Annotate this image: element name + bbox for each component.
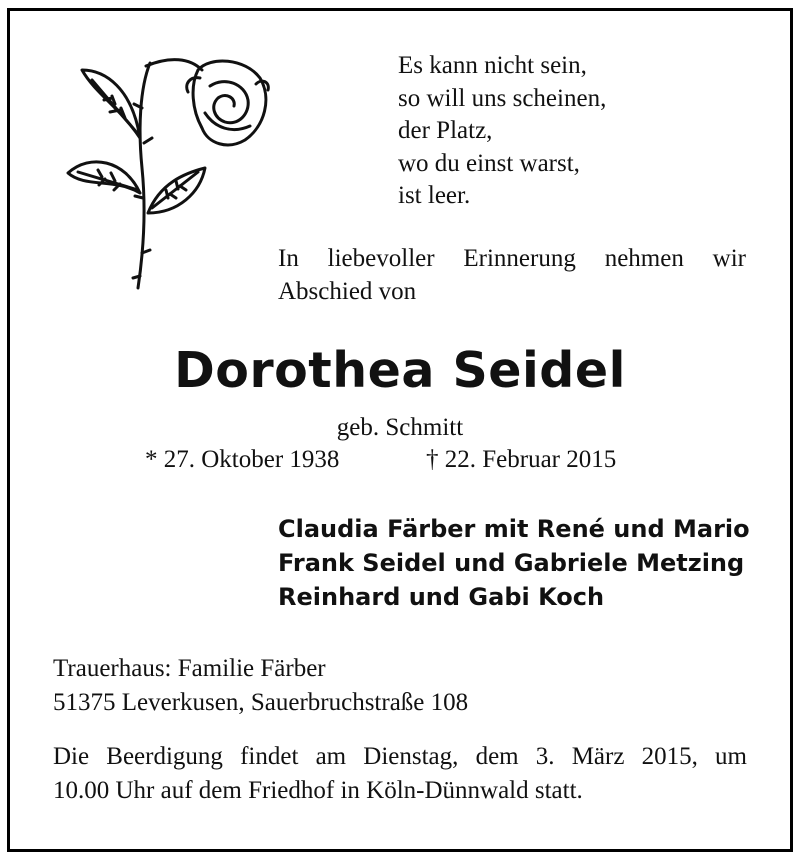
funeral-line: 10.00 Uhr auf dem Friedhof in Köln-Dünnwald statt. <box>53 777 583 804</box>
death-date: † 22. Februar 2015 <box>426 446 617 473</box>
poem-line: Es kann nicht sein, <box>398 52 587 79</box>
birth-date: * 27. Oktober 1938 <box>145 446 340 473</box>
intro-line: Abschied von <box>278 278 417 305</box>
poem <box>398 50 606 213</box>
family-member: Reinhard und Gabi Koch <box>278 583 605 611</box>
poem-line: wo du einst warst, <box>398 149 580 177</box>
funeral-info <box>53 740 747 808</box>
family-member: Claudia Färber mit René und Mario <box>278 515 750 543</box>
deceased-name: Dorothea Seidel <box>174 342 626 399</box>
mourning-house-line: Trauerhaus: Familie Färber <box>53 655 326 682</box>
mourning-house-address: 51375 Leverkusen, Sauerbruchstraße 108 <box>53 689 469 716</box>
intro-line: In liebevoller Erinnerung nehmen wir <box>278 245 746 272</box>
intro-text <box>278 242 746 308</box>
family-list <box>278 512 750 614</box>
mourning-house <box>53 652 468 720</box>
poem-line: so will uns scheinen, <box>398 84 607 112</box>
poem-line: der Platz, <box>398 117 493 144</box>
family-member: Frank Seidel und Gabriele Metzing <box>278 549 745 577</box>
birth-name: geb. Schmitt <box>336 414 464 441</box>
rose-illustration-icon <box>60 48 280 308</box>
funeral-line: Die Beerdigung findet am Dienstag, dem 3. März 2015, um <box>53 743 747 770</box>
poem-line: ist leer. <box>398 182 471 209</box>
